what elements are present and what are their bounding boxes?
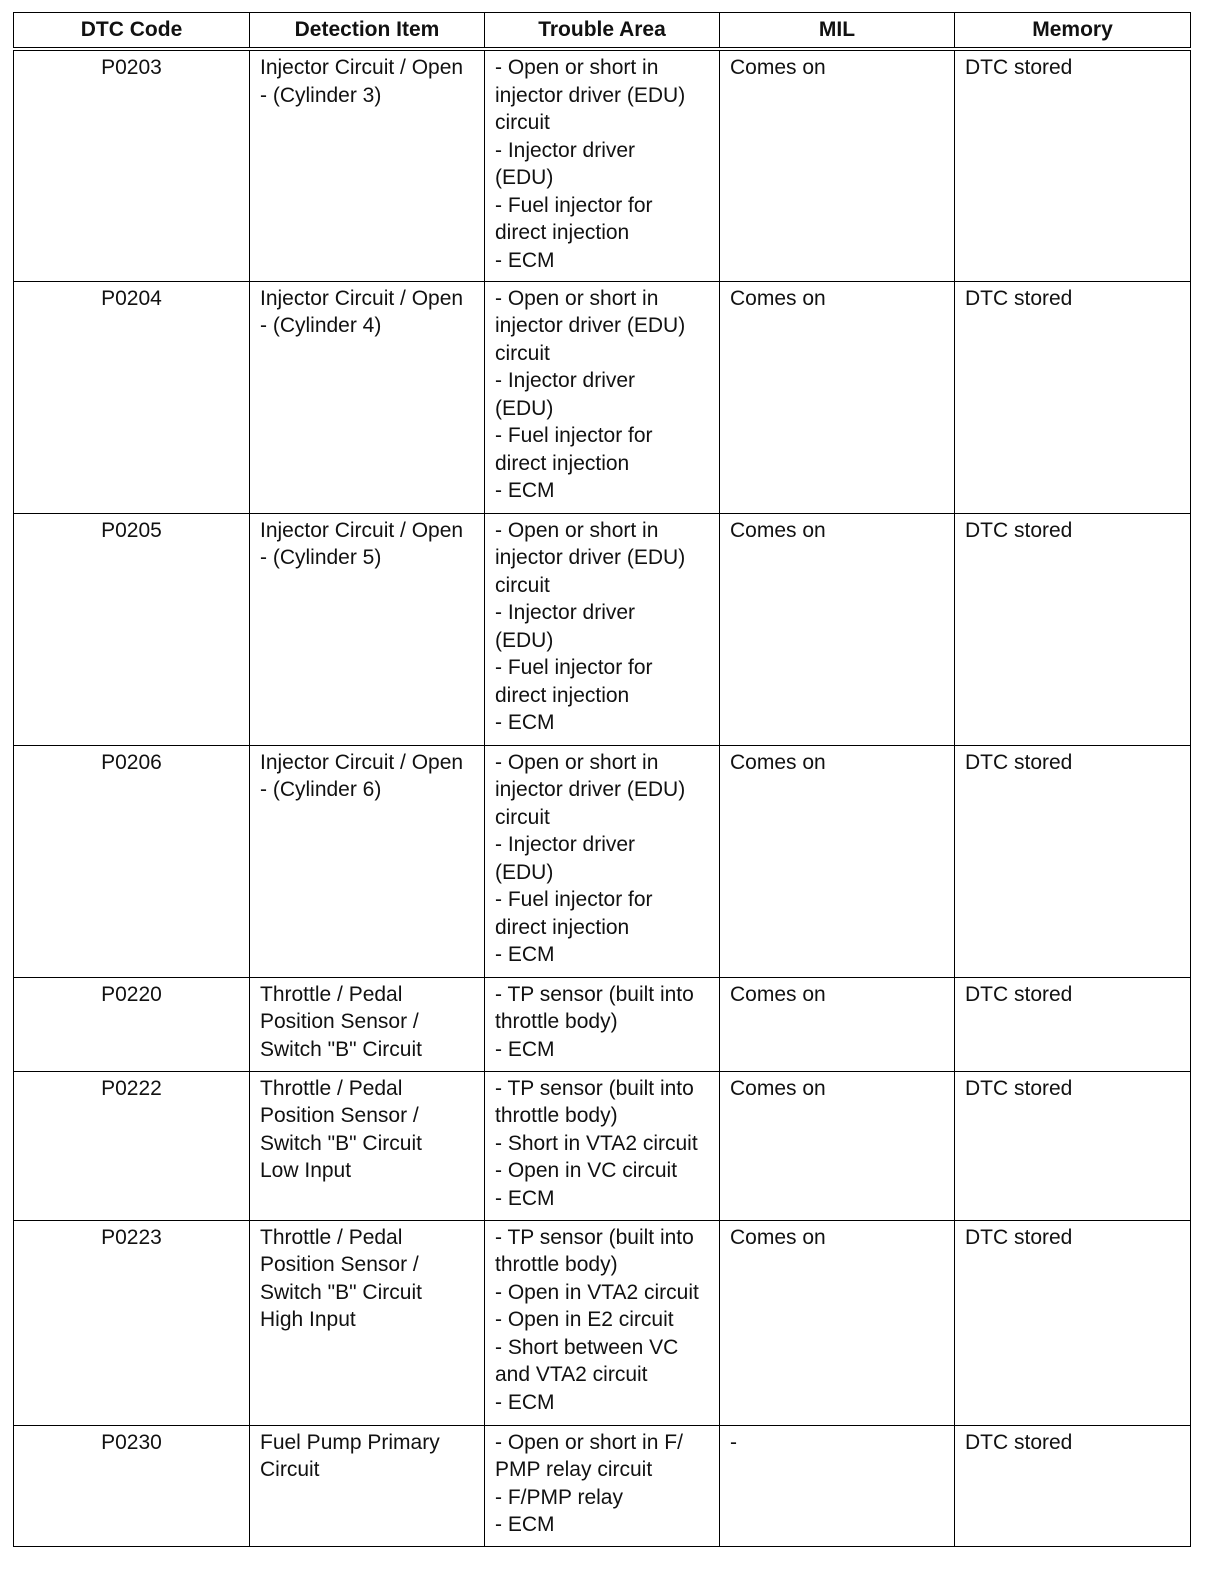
text-line: Throttle / Pedal — [260, 1076, 403, 1100]
text-line: - ECM — [495, 1390, 555, 1414]
trouble-area-cell — [485, 745, 720, 977]
text-line: and VTA2 circuit — [495, 1363, 648, 1386]
table-row — [14, 977, 1191, 1071]
table-row — [14, 1220, 1191, 1425]
text-line: (EDU) — [495, 166, 554, 189]
text-line: - ECM — [495, 248, 555, 272]
memory-cell: DTC stored — [955, 1220, 1191, 1425]
text-line: - Fuel injector for — [495, 888, 653, 911]
detection-item-cell — [250, 977, 485, 1071]
text-line: - TP sensor (built into — [495, 982, 694, 1006]
text-line: Switch "B" Circuit — [260, 1131, 422, 1155]
text-line: - Injector driver — [495, 601, 636, 624]
dtc-code-cell: P0223 — [14, 1220, 250, 1425]
text-line: - Short between VC — [495, 1335, 679, 1359]
memory-cell: DTC stored — [955, 1425, 1191, 1546]
memory-cell: DTC stored — [955, 49, 1191, 281]
dtc-table — [13, 12, 1191, 1547]
trouble-area-cell — [485, 49, 720, 281]
dtc-code-cell: P0222 — [14, 1071, 250, 1220]
header-mil: MIL — [720, 13, 955, 50]
text-line: Position Sensor / — [260, 1104, 419, 1127]
text-line: - ECM — [495, 711, 555, 734]
text-line: - Injector driver — [495, 833, 636, 856]
text-line: - ECM — [495, 943, 555, 966]
detection-item-cell — [250, 1220, 485, 1425]
text-line: - Injector driver — [495, 138, 636, 162]
text-line: Throttle / Pedal — [260, 982, 403, 1006]
trouble-area-cell — [485, 1071, 720, 1220]
text-line: throttle body) — [495, 1010, 618, 1033]
memory-cell: DTC stored — [955, 1071, 1191, 1220]
text-line: - ECM — [495, 479, 555, 502]
text-line: Fuel Pump Primary — [260, 1430, 440, 1454]
text-line: - Open or short in — [495, 286, 659, 310]
text-line: - TP sensor (built into — [495, 1225, 694, 1249]
trouble-area-cell — [485, 1220, 720, 1425]
mil-cell: Comes on — [720, 1071, 955, 1220]
header-detection-item: Detection Item — [250, 13, 485, 50]
text-line: direct injection — [495, 451, 630, 475]
table-row — [14, 49, 1191, 281]
mil-cell: Comes on — [720, 977, 955, 1071]
header-trouble-area: Trouble Area — [485, 13, 720, 50]
text-line: - Open or short in — [495, 56, 659, 79]
text-line: injector driver (EDU) — [495, 83, 686, 107]
text-line: - Fuel injector for — [495, 424, 653, 447]
text-line: (EDU) — [495, 396, 554, 420]
text-line: - Fuel injector for — [495, 656, 653, 679]
text-line: - F/PMP relay — [495, 1485, 623, 1509]
text-line: injector driver (EDU) — [495, 778, 686, 801]
text-line: - Open in VC circuit — [495, 1159, 678, 1182]
text-line: - Open or short in F/ — [495, 1430, 683, 1454]
mil-cell: Comes on — [720, 49, 955, 281]
text-line: - ECM — [495, 1037, 555, 1061]
trouble-area-cell — [485, 977, 720, 1071]
text-line: direct injection — [495, 915, 630, 939]
text-line: Injector Circuit / Open — [260, 286, 464, 310]
text-line: circuit — [495, 111, 550, 134]
header-row — [14, 13, 1191, 50]
trouble-area-cell — [485, 281, 720, 513]
text-line: Switch "B" Circuit — [260, 1037, 422, 1061]
text-line: Throttle / Pedal — [260, 1225, 403, 1249]
dtc-code-cell: P0206 — [14, 745, 250, 977]
mil-cell: Comes on — [720, 1220, 955, 1425]
trouble-area-cell — [485, 1425, 720, 1546]
text-line: throttle body) — [495, 1104, 618, 1127]
detection-item-cell — [250, 1071, 485, 1220]
text-line: circuit — [495, 573, 550, 597]
text-line: - TP sensor (built into — [495, 1076, 694, 1100]
mil-cell: Comes on — [720, 745, 955, 977]
detection-item-cell — [250, 281, 485, 513]
detection-item-cell — [250, 49, 485, 281]
text-line: Injector Circuit / Open — [260, 518, 464, 542]
mil-cell: Comes on — [720, 513, 955, 745]
text-line: Circuit — [260, 1458, 320, 1481]
text-line: PMP relay circuit — [495, 1458, 653, 1481]
header-memory: Memory — [955, 13, 1191, 50]
text-line: - Open or short in — [495, 518, 659, 542]
text-line: injector driver (EDU) — [495, 546, 686, 569]
text-line: injector driver (EDU) — [495, 314, 686, 337]
table-row — [14, 281, 1191, 513]
text-line: circuit — [495, 341, 550, 365]
text-line: circuit — [495, 805, 550, 829]
text-line: - Open in E2 circuit — [495, 1308, 674, 1331]
text-line: (EDU) — [495, 860, 554, 884]
text-line: - Open or short in — [495, 750, 659, 774]
memory-cell: DTC stored — [955, 977, 1191, 1071]
memory-cell: DTC stored — [955, 745, 1191, 977]
text-line: throttle body) — [495, 1253, 618, 1276]
text-line: Position Sensor / — [260, 1010, 419, 1033]
text-line: (EDU) — [495, 628, 554, 652]
text-line: - (Cylinder 3) — [260, 83, 382, 107]
dtc-code-cell: P0203 — [14, 49, 250, 281]
mil-cell: - — [720, 1425, 955, 1546]
dtc-code-cell: P0204 — [14, 281, 250, 513]
text-line: - Open in VTA2 circuit — [495, 1280, 699, 1304]
memory-cell: DTC stored — [955, 513, 1191, 745]
trouble-area-cell — [485, 513, 720, 745]
text-line: - Fuel injector for — [495, 193, 653, 217]
detection-item-cell — [250, 745, 485, 977]
text-line: Injector Circuit / Open — [260, 750, 464, 774]
header-dtc-code: DTC Code — [14, 13, 250, 50]
table-row — [14, 513, 1191, 745]
text-line: - ECM — [495, 1513, 555, 1536]
mil-cell: Comes on — [720, 281, 955, 513]
text-line: - (Cylinder 4) — [260, 314, 382, 337]
table-row — [14, 1071, 1191, 1220]
text-line: direct injection — [495, 221, 630, 244]
table-row — [14, 1425, 1191, 1546]
detection-item-cell — [250, 513, 485, 745]
table-row — [14, 745, 1191, 977]
dtc-code-cell: P0205 — [14, 513, 250, 745]
text-line: High Input — [260, 1308, 356, 1331]
text-line: Low Input — [260, 1159, 352, 1182]
text-line: - Short in VTA2 circuit — [495, 1131, 698, 1155]
detection-item-cell — [250, 1425, 485, 1546]
text-line: - Injector driver — [495, 369, 636, 392]
text-line: - (Cylinder 6) — [260, 778, 382, 801]
text-line: direct injection — [495, 683, 630, 707]
dtc-code-cell: P0220 — [14, 977, 250, 1071]
text-line: - (Cylinder 5) — [260, 546, 382, 569]
text-line: - ECM — [495, 1186, 555, 1210]
text-line: Injector Circuit / Open — [260, 56, 464, 79]
memory-cell: DTC stored — [955, 281, 1191, 513]
text-line: Position Sensor / — [260, 1253, 419, 1276]
text-line: Switch "B" Circuit — [260, 1280, 422, 1304]
dtc-code-cell: P0230 — [14, 1425, 250, 1546]
